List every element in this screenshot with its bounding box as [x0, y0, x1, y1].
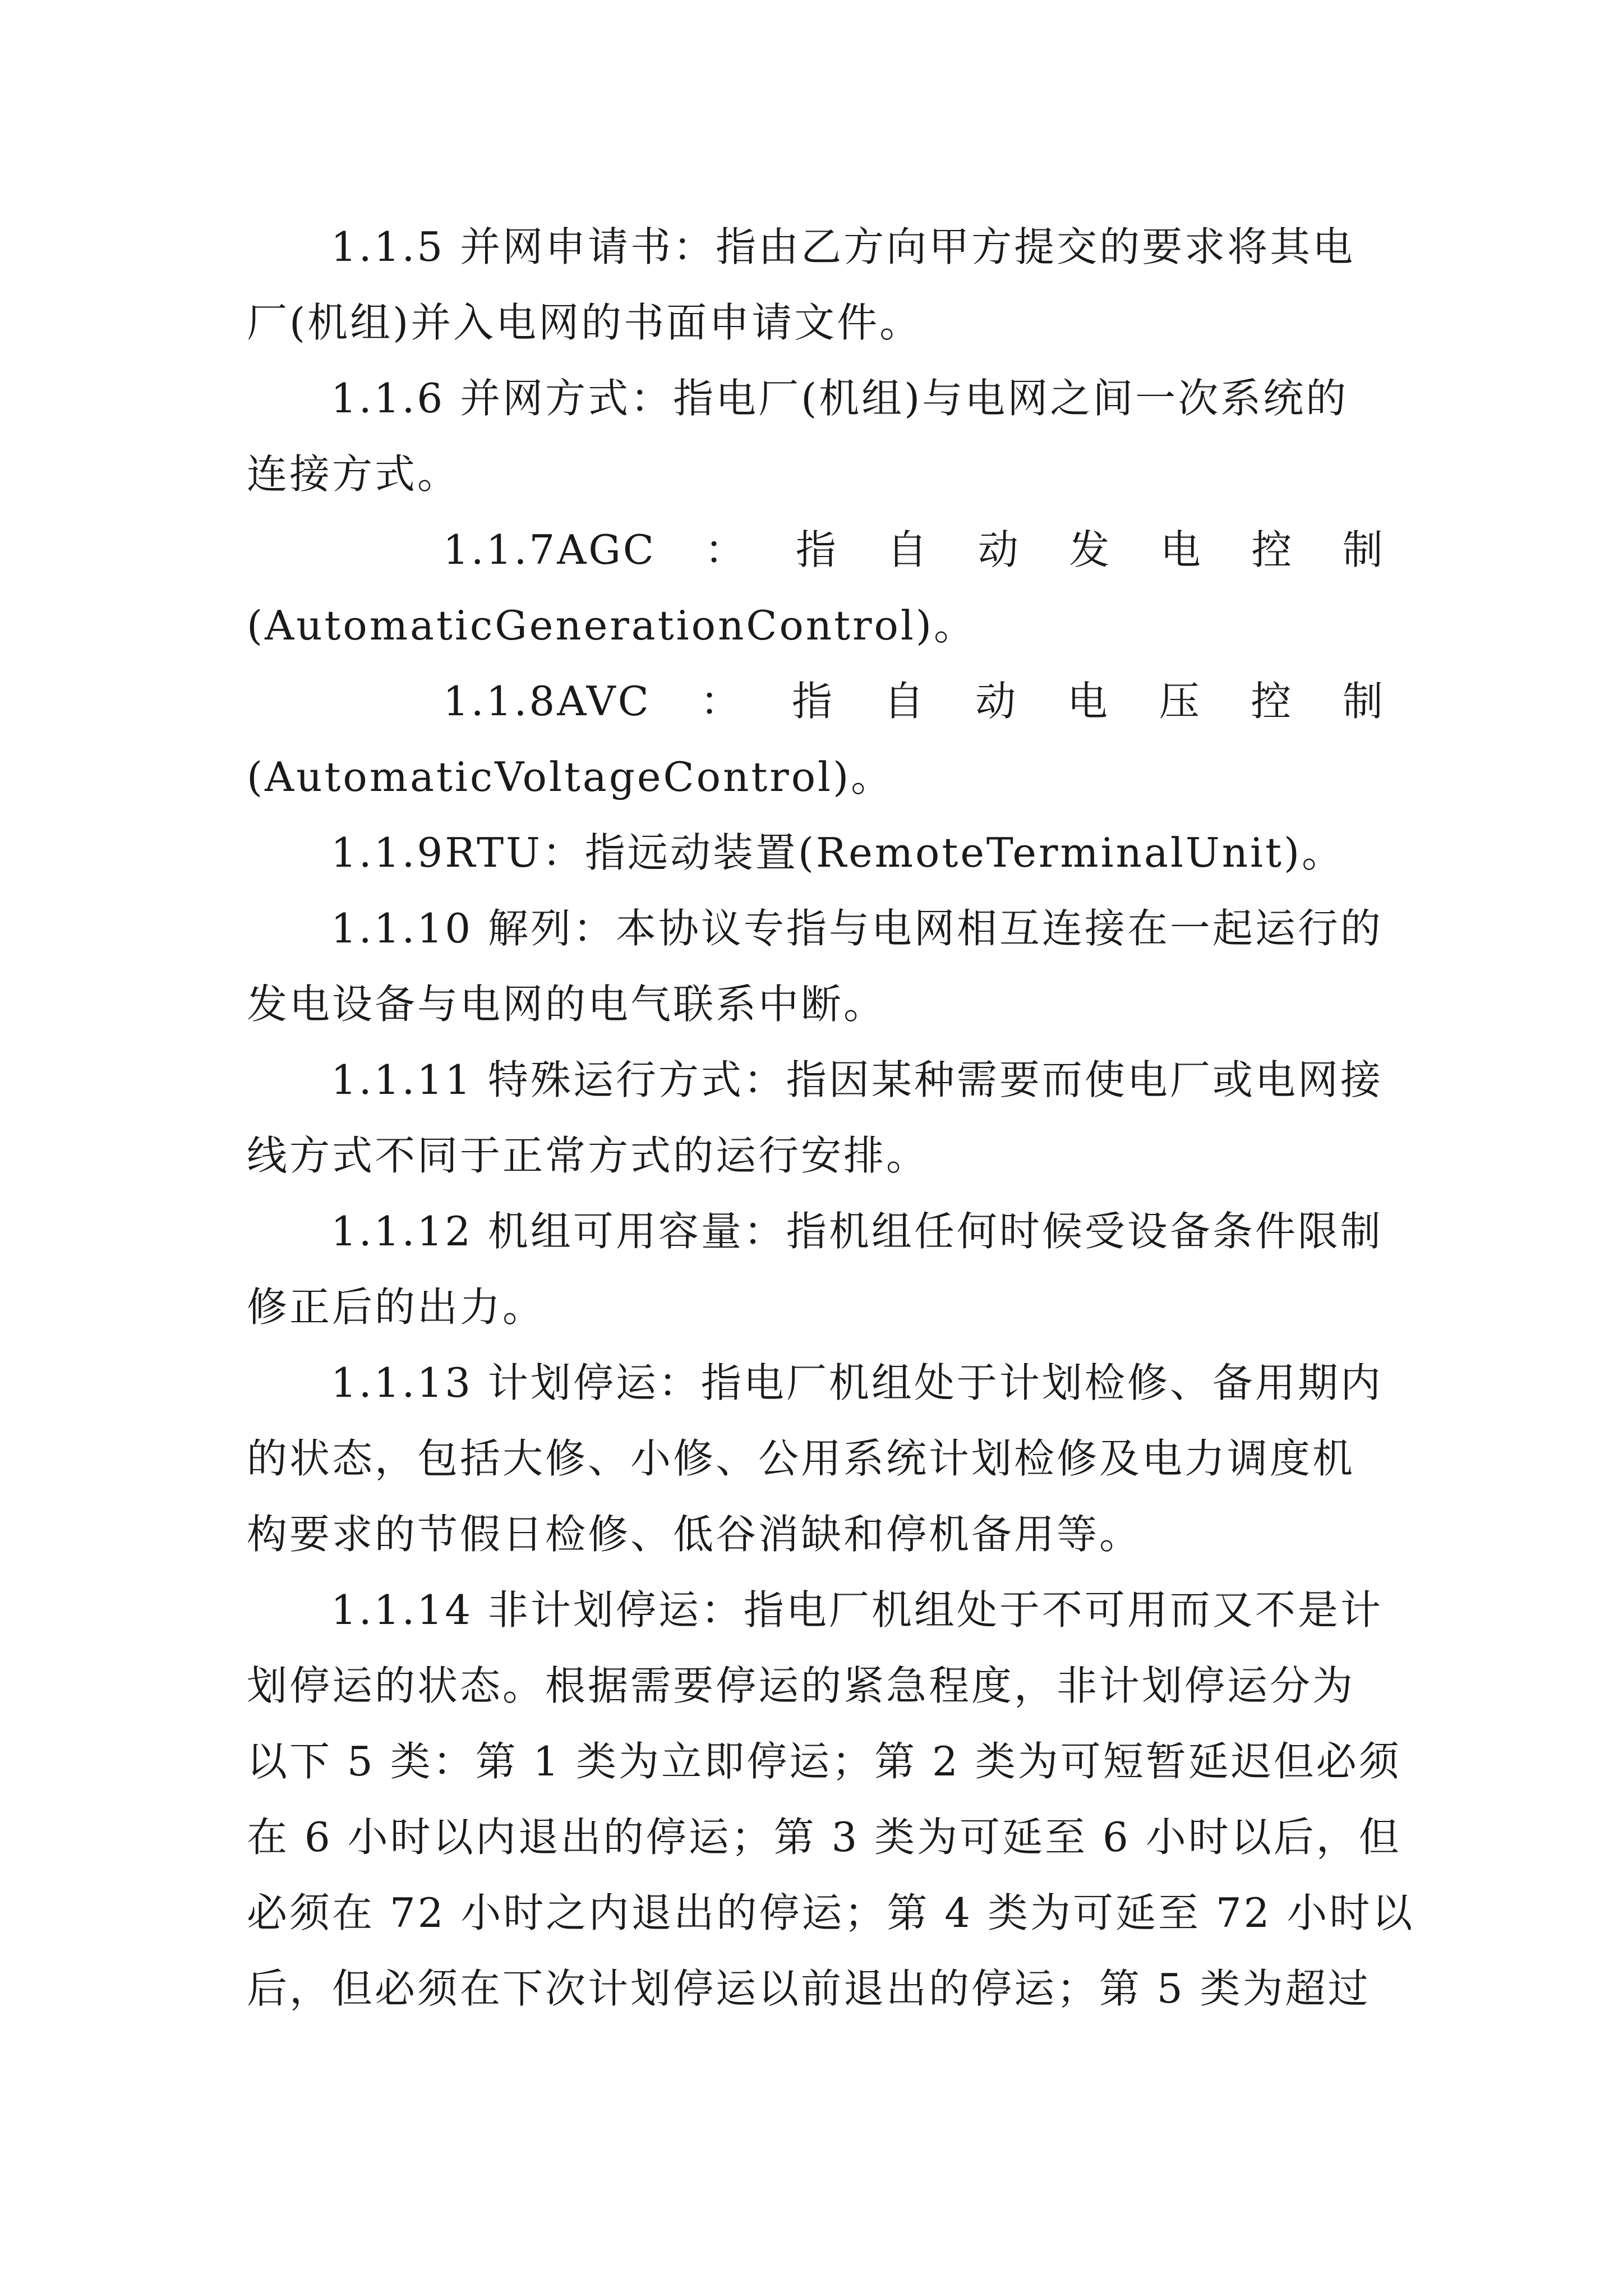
paragraph-1-1-14-line-5: [247, 1882, 1415, 1944]
paragraph-1-1-11-line-1: [331, 1049, 1385, 1111]
text: 后，但必须在下次计划停运以前退出的停运；第 5 类为超过: [247, 1965, 1371, 2012]
token: 自: [887, 526, 930, 573]
paragraph-1-1-13-line-2: [247, 1428, 1385, 1489]
text: 1.1.13 计划停运：指电厂机组处于计划检修、备用期内: [331, 1359, 1383, 1406]
token: 动: [978, 526, 1021, 573]
text: 1.1.11 特殊运行方式：指因某种需要而使电厂或电网接: [331, 1056, 1383, 1103]
token: ：: [704, 526, 748, 573]
token: 电: [1160, 526, 1203, 573]
paragraph-1-1-14-line-1: [331, 1579, 1385, 1641]
text: 修正后的出力。: [247, 1283, 546, 1331]
token: 1.1.7AGC: [443, 526, 656, 573]
token: 指: [795, 526, 838, 573]
text: (AutomaticVoltageControl)。: [247, 753, 894, 800]
paragraph-1-1-14-line-6: [247, 1958, 1385, 2019]
text: 构要求的节假日检修、低谷消缺和停机备用等。: [247, 1511, 1142, 1558]
text: 发电设备与电网的电气联系中断。: [247, 981, 887, 1028]
text: 必须在 72 小时之内退出的停运；第 4 类为可延至 72 小时以: [247, 1889, 1415, 1936]
token: 指: [792, 678, 835, 725]
text: 划停运的状态。根据需要停运的紧急程度，非计划停运分为: [247, 1662, 1355, 1709]
paragraph-1-1-8-line-1: [443, 670, 1385, 732]
paragraph-1-1-7-line-2: [247, 595, 1385, 656]
paragraph-1-1-13-line-3: [247, 1503, 1385, 1565]
text: 1.1.6 并网方式：指电厂(机组)与电网之间一次系统的: [331, 375, 1349, 422]
paragraph-1-1-9-line-1: [331, 822, 1385, 884]
paragraph-1-1-6-line-1: [331, 367, 1385, 429]
text: 1.1.5 并网申请书：指由乙方向甲方提交的要求将其电: [331, 223, 1355, 270]
token: 自: [883, 678, 926, 725]
token: 控: [1251, 678, 1294, 725]
paragraph-1-1-14-line-2: [247, 1655, 1385, 1717]
text: 厂(机组)并入电网的书面申请文件。: [247, 299, 923, 346]
text: 1.1.14 非计划停运：指电厂机组处于不可用而又不是计: [331, 1586, 1383, 1634]
paragraph-1-1-12-line-1: [331, 1200, 1385, 1262]
text: 连接方式。: [247, 450, 460, 498]
text: (AutomaticGenerationControl)。: [247, 602, 976, 649]
paragraph-1-1-10-line-1: [331, 898, 1385, 959]
paragraph-1-1-14-line-4: [247, 1806, 1401, 1868]
paragraph-1-1-13-line-1: [331, 1352, 1385, 1414]
paragraph-1-1-8-line-2: [247, 746, 1385, 808]
text: 在 6 小时以内退出的停运；第 3 类为可延至 6 小时以后，但: [247, 1814, 1401, 1861]
paragraph-1-1-11-line-2: [247, 1125, 1385, 1186]
paragraph-1-1-10-line-2: [247, 973, 1385, 1035]
text: 线方式不同于正常方式的运行安排。: [247, 1132, 929, 1179]
text: 1.1.10 解列：本协议专指与电网相互连接在一起运行的: [331, 905, 1383, 952]
token: 控: [1251, 526, 1294, 573]
text: 1.1.9RTU：指远动装置(RemoteTerminalUnit)。: [331, 829, 1345, 876]
token: 1.1.8AVC: [443, 678, 651, 725]
paragraph-1-1-14-line-3: [247, 1731, 1401, 1792]
token: 制: [1342, 678, 1385, 725]
token: 制: [1342, 526, 1385, 573]
paragraph-1-1-5-line-2: [247, 292, 1385, 353]
token: 电: [1067, 678, 1110, 725]
paragraph-1-1-12-line-2: [247, 1276, 1385, 1338]
paragraph-1-1-6-line-2: [247, 443, 1385, 505]
token: 动: [975, 678, 1018, 725]
text: 的状态，包括大修、小修、公用系统计划检修及电力调度机: [247, 1435, 1355, 1482]
text: 以下 5 类：第 1 类为立即停运；第 2 类为可短暂延迟但必须: [247, 1738, 1401, 1785]
token: 发: [1069, 526, 1112, 573]
paragraph-1-1-5-line-1: [331, 216, 1385, 278]
text: 1.1.12 机组可用容量：指机组任何时候受设备条件限制: [331, 1208, 1383, 1255]
token: ：: [700, 678, 743, 725]
paragraph-1-1-7-line-1: [443, 519, 1385, 581]
token: 压: [1159, 678, 1202, 725]
